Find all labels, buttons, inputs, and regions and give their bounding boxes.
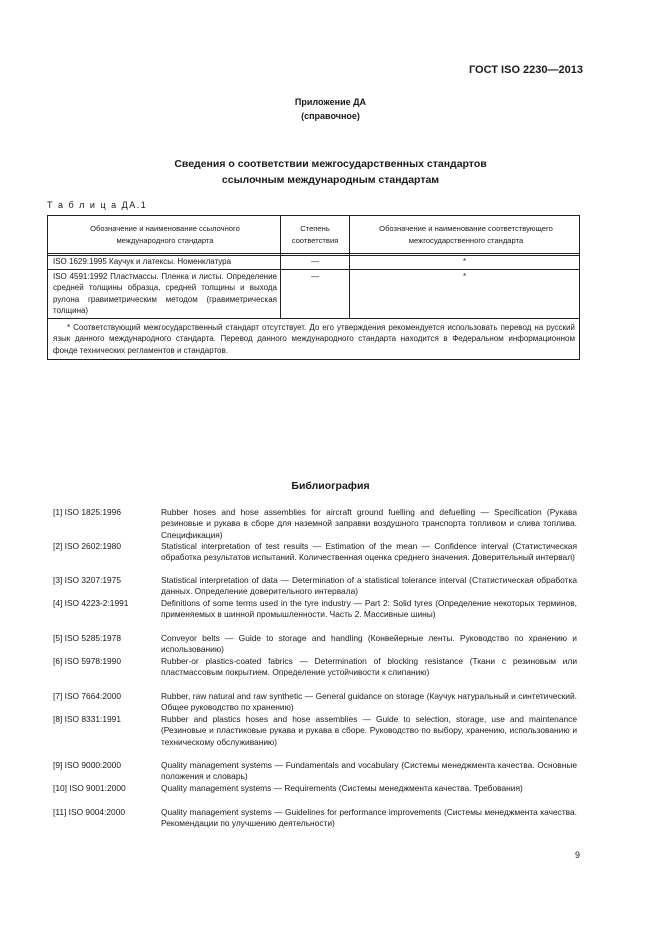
table-header-gost: Обозначение и наименование соответствующего межгосударственного стандарта [379,224,553,245]
table-cell-gost: * [462,257,467,266]
bibliography-item-text: Definitions of some terms used in the tyre industry — Part 2: Solid tyres (Определение некоторых терминов, применяемых в шинной промышленности. Часть 2. Массивные шины) [161,598,577,620]
bibliography-item-text: Statistical interpretation of data — Determination of a statistical tolerance interval (Статистическая обработка данных. Определение доверительного интервала) [161,575,577,597]
bibliography-item-text: Rubber, raw natural and raw synthetic — General guidance on storage (Каучук натуральный и синтетический. Общее руководство по хранению) [161,691,577,713]
table-cell-degree: — [311,272,319,281]
table-cell-reference: ISO 1629:1995 Каучук и латексы. Номенклатура [53,257,232,266]
table-cell-gost: * [462,272,467,281]
page-number: 9 [574,850,580,860]
correspondence-table [47,215,580,360]
bibliography-item-number: [10] ISO 9001:2000 [53,783,126,793]
table-cell-degree: — [311,257,319,266]
bibliography-item-number: [11] ISO 9004:2000 [53,807,126,817]
table-header-reference: Обозначение и наименование ссылочного международного стандарта [90,224,240,245]
appendix-heading [0,95,661,123]
bibliography-item-text: Quality management systems — Guidelines for performance improvements (Системы менеджмента качества. Рекомендации по улучшению деятельности) [161,807,577,829]
bibliography-item-number: [2] ISO 2602:1980 [53,541,121,551]
bibliography-item-text: Rubber hoses and hose assemblies for aircraft ground fuelling and defuelling — Specification (Рукава резиновые и рукава в сборе для наземной заправки воздушного транспорта топливом и слива топлива. Спецификация) [161,507,577,540]
bibliography-item-number: [6] ISO 5978:1990 [53,656,121,666]
bibliography-item-number: [4] ISO 4223-2:1991 [53,598,129,608]
bibliography-item-text: Rubber and plastics hoses and hose assemblies — Guide to selection, storage, use and maintenance (Резиновые и пластиковые рукава и рукава в сборе. Руководство по выбору, хранению, использованию и техническому обслуживанию) [161,714,577,747]
bibliography-item-number: [3] ISO 3207:1975 [53,575,121,585]
bibliography-title: Библиография [291,480,370,492]
table-rule [48,253,579,254]
table-header-degree: Степень соответствия [291,224,339,245]
section-heading-line-1: Сведения о соответствии межгосударственных стандартов [174,158,487,170]
bibliography-item-number: [8] ISO 8331:1991 [53,714,121,724]
table-label: Т а б л и ц а ДА.1 [47,200,148,210]
bibliography-item-number: [1] ISO 1825:1996 [53,507,121,517]
appendix-title: Приложение ДА [294,97,367,107]
standard-designation: ГОСТ ISO 2230—2013 [468,64,583,76]
bibliography-item-text: Statistical interpretation of test results — Estimation of the mean — Confidence interval (Статистическая обработка результатов испытаний. Количественная оценка среднего значения. Доверительный интервал) [161,541,577,563]
bibliography-item-text: Quality management systems — Fundamentals and vocabulary (Системы менеджмента качества. Основные положения и словарь) [161,760,577,782]
bibliography-item-text: Conveyor belts — Guide to storage and handling (Конвейерные ленты. Руководство по хранению и использованию) [161,633,577,655]
table-rule [48,269,579,270]
table-rule [48,318,579,319]
appendix-subtitle: (справочное) [301,111,360,121]
section-heading [0,156,661,188]
bibliography-item-text: Rubber-or plastics-coated fabrics — Determination of blocking resistance (Ткани с резиновым или пластмассовым покрытием. Определение устойчивости к слипанию) [161,656,577,678]
section-heading-line-2: ссылочным международным стандартам [221,174,440,186]
bibliography-item-text: Quality management systems — Requirements (Системы менеджмента качества. Требования) [161,783,523,793]
bibliography-item-number: [5] ISO 5285:1978 [53,633,121,643]
table-footnote: * Соответствующий межгосударственный стандарт отсутствует. До его утверждения рекомендуется использовать перевод на русский язык данного международного стандарта. Перевод данного международного стандарта находится в Федеральном информационном фонде технических регламентов и стандартов. [53,323,575,355]
table-cell-reference: ISO 4591:1992 Пластмассы. Пленка и листы. Определение средней толщины образца, средней толщины и выхода рулона гравиметрическим методом (гравиметрическая толщина) [53,272,277,316]
bibliography-item-number: [9] ISO 9000:2000 [53,760,121,770]
bibliography-item-number: [7] ISO 7664:2000 [53,691,121,701]
